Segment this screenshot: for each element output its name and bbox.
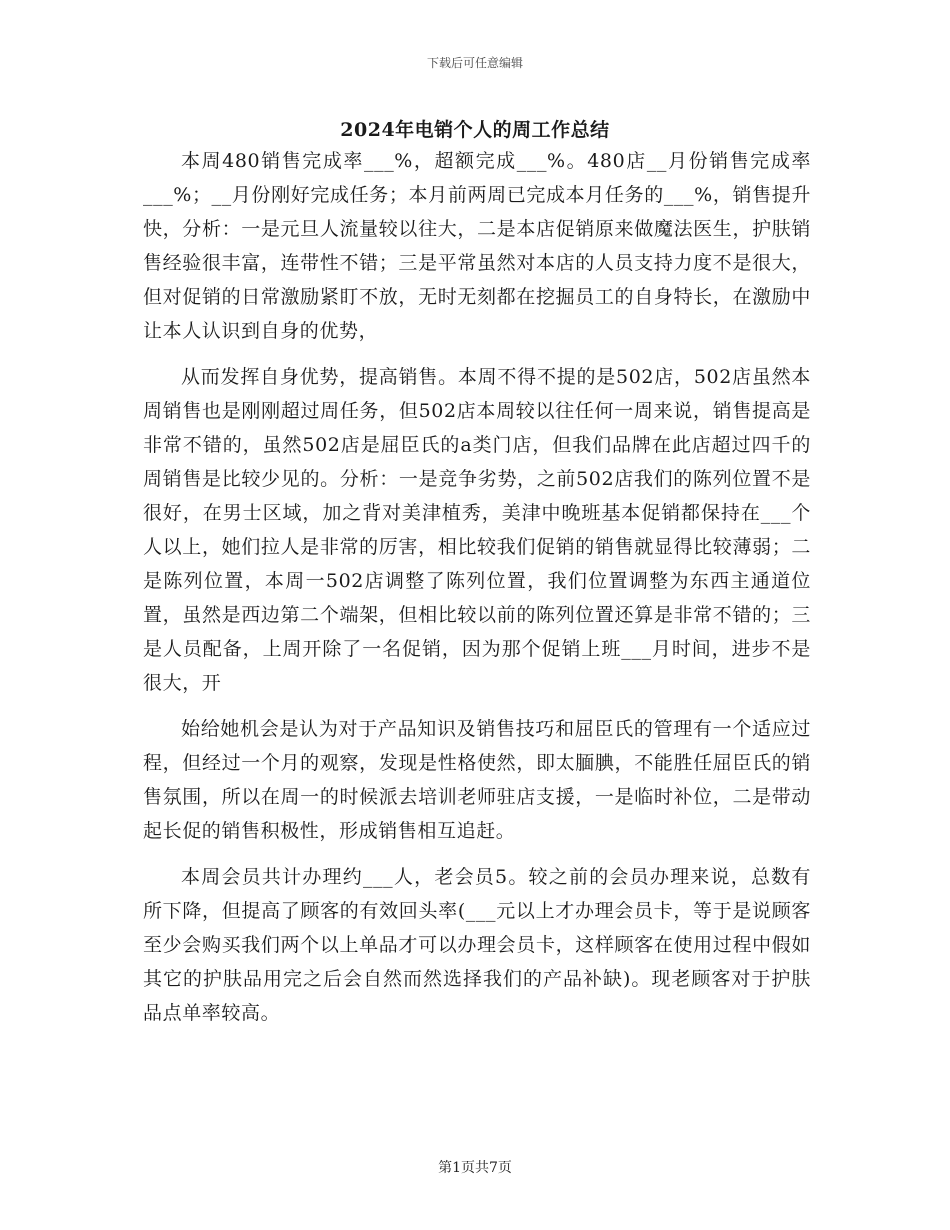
paragraph-2: 从而发挥自身优势，提高销售。本周不得不提的是502店，502店虽然本周销售也是刚刚超过周任务，但502店本周较以往任何一周来说，销售提高是非常不错的，虽然502店是屈臣氏的a类门店，但我们品牌在此店超过四千的周销售是比较少见的。分析：一是竞争劣势，之前502店我们的陈列位置不是很好，在男士区域，加之背对美津植秀，美津中晚班基本促销都保持在___个人以上，她们拉人是非常的厉害，相比较我们促销的销售就显得比较薄弱；二是陈列位置，本周一502店调整了陈列位置，我们位置调整为东西主通道位置，虽然是西边第二个端架，但相比较以前的陈列位置还算是非常不错的；三是人员配备，上周开除了一名促销，因为那个促销上班___月时间，进步不是很大，开	[143, 366, 811, 694]
paragraph-4: 本周会员共计办理约___人，老会员5。较之前的会员办理来说，总数有所下降，但提高了顾客的有效回头率(___元以上才办理会员卡，等于是说顾客至少会购买我们两个以上单品才可以办理会员卡，这样顾客在使用过程中假如其它的护肤品用完之后会自然而然选择我们的产品补缺)。现老顾客对于护肤品点单率较高。	[143, 866, 811, 1024]
document-body	[143, 144, 811, 1030]
paragraph-1: 本周480销售完成率___%，超额完成___%。480店__月份销售完成率___%；__月份刚好完成任务；本月前两周已完成本月任务的___%，销售提升快，分析：一是元旦人流量较以往大，二是本店促销原来做魔法医生，护肤销售经验很丰富，连带性不错；三是平常虽然对本店的人员支持力度不是很大，但对促销的日常激励紧盯不放，无时无刻都在挖掘员工的自身特长，在激励中让本人认识到自身的优势，	[143, 150, 811, 342]
page-header-note: 下载后可任意编辑	[426, 56, 523, 70]
document-title: 2024年电销个人的周工作总结	[340, 119, 610, 141]
paragraph-3: 始给她机会是认为对于产品知识及销售技巧和屈臣氏的管理有一个适应过程，但经过一个月的观察，发现是性格使然，即太腼腆，不能胜任屈臣氏的销售氛围，所以在周一的时候派去培训老师驻店支援，一是临时补位，二是带动起长促的销售积极性，形成销售相互追赶。	[143, 718, 811, 842]
page-number: 第1页共7页	[438, 1160, 512, 1176]
